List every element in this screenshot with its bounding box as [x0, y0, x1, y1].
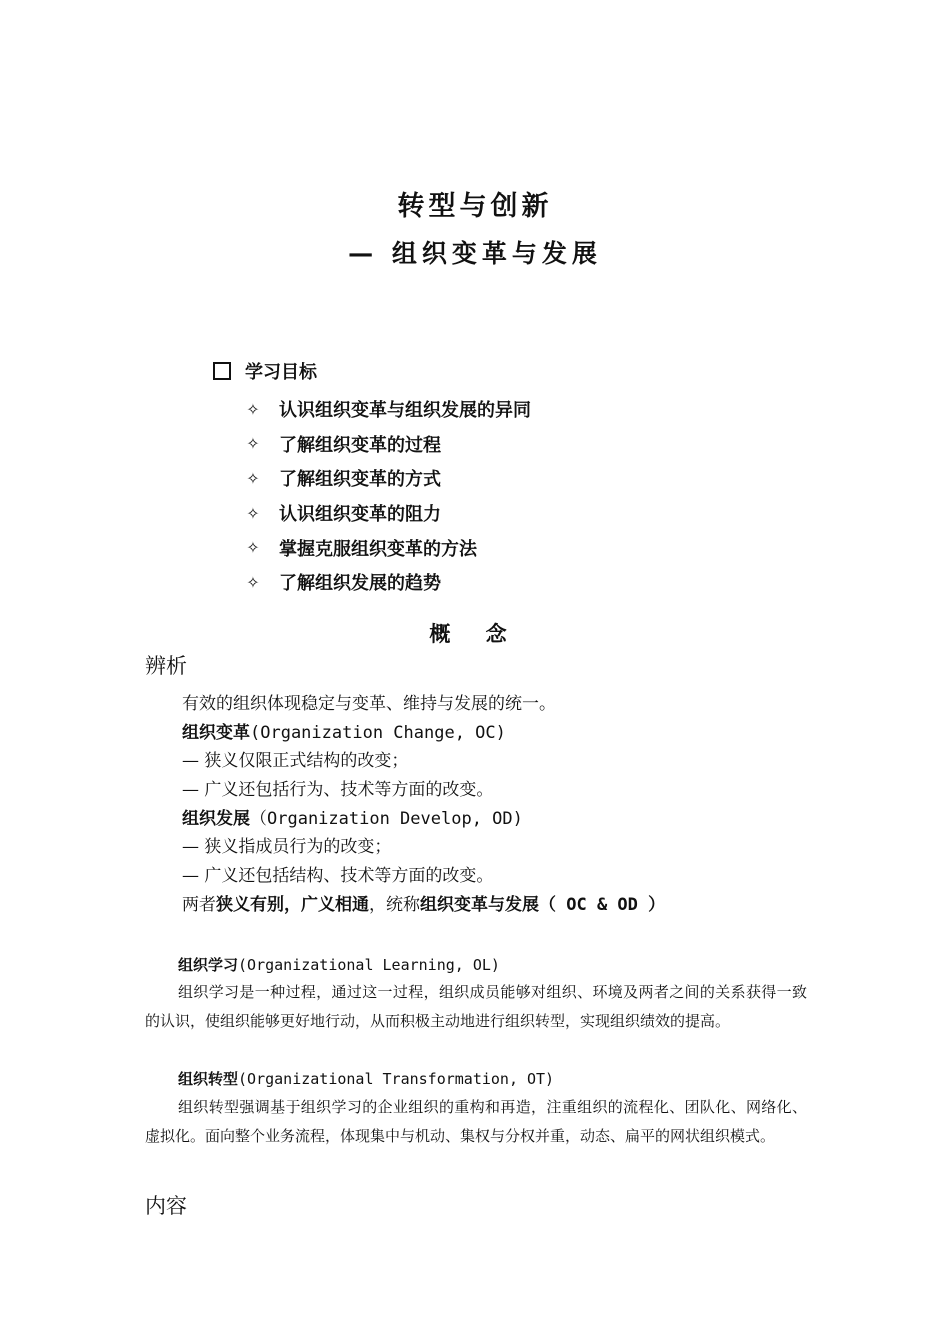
- summary-emphasis: 组织变革与发展: [420, 894, 539, 915]
- ol-english: (Organizational Learning, OL): [238, 956, 500, 974]
- ot-heading: [178, 1068, 554, 1089]
- ol-heading: [178, 954, 500, 975]
- od-english: （Organization Develop, OD): [250, 808, 523, 829]
- od-broad: — 广义还包括结构、技术等方面的改变。: [182, 866, 494, 887]
- ol-term: 组织学习: [178, 956, 239, 974]
- four-point-star-icon: ✧: [246, 468, 260, 488]
- learning-goals-heading: [213, 358, 317, 384]
- learning-goals-label: 学习目标: [245, 362, 317, 383]
- oc-broad: — 广义还包括行为、技术等方面的改变。: [182, 780, 494, 801]
- goal-text: 掌握克服组织变革的方法: [279, 538, 477, 560]
- analysis-intro: 有效的组织体现稳定与变革、维持与发展的统一。: [182, 694, 556, 714]
- goal-text: 了解组织变革的方式: [279, 469, 441, 491]
- summary-text: ，统称: [369, 894, 420, 915]
- goal-text: 了解组织发展的趋势: [279, 573, 441, 595]
- learning-goals-list: [243, 392, 531, 600]
- oc-term: 组织变革: [182, 722, 250, 743]
- goal-text: 认识组织变革与组织发展的异同: [279, 400, 531, 422]
- oc-english: (Organization Change, OC): [250, 722, 506, 743]
- list-item: [243, 461, 531, 496]
- ol-paragraph: 组织学习是一种过程，通过这一过程，组织成员能够对组织、环境及两者之间的关系获得一致的认识，使组织能够更好地行动，从而积极主动地进行组织转型，实现组织绩效的提高。: [145, 983, 807, 1030]
- list-item: [243, 392, 531, 427]
- analysis-section: [182, 690, 665, 920]
- analysis-summary: [182, 891, 665, 920]
- ot-term: 组织转型: [178, 1070, 239, 1088]
- analysis-heading: 辨析: [145, 654, 187, 678]
- four-point-star-icon: ✧: [246, 538, 260, 558]
- summary-emphasis: 狭义有别，广义相通: [216, 894, 369, 915]
- list-item: [243, 565, 531, 600]
- od-definition: [182, 805, 665, 834]
- list-item: [243, 530, 531, 565]
- four-point-star-icon: ✧: [246, 434, 260, 454]
- summary-text: 两者: [182, 894, 216, 915]
- list-item: [243, 496, 531, 531]
- content-heading: 内容: [145, 1194, 187, 1218]
- od-narrow: — 狭义指成员行为的改变；: [182, 837, 392, 858]
- concept-heading: 概 念: [429, 622, 521, 646]
- document-subtitle: — 组织变革与发展: [348, 239, 602, 268]
- oc-definition: [182, 719, 665, 748]
- four-point-star-icon: ✧: [246, 399, 260, 419]
- goal-text: 了解组织变革的过程: [279, 434, 441, 456]
- oc-narrow: — 狭义仅限正式结构的改变；: [182, 751, 409, 772]
- summary-abbrev: （ OC & OD ）: [539, 894, 666, 915]
- ot-english: (Organizational Transformation, OT): [238, 1070, 555, 1088]
- od-term: 组织发展: [182, 808, 250, 829]
- four-point-star-icon: ✧: [246, 572, 260, 592]
- goal-text: 认识组织变革的阻力: [279, 504, 441, 526]
- checkbox-icon: [213, 362, 231, 380]
- document-title: 转型与创新: [397, 191, 553, 222]
- list-item: [243, 427, 531, 462]
- four-point-star-icon: ✧: [246, 503, 260, 523]
- ot-paragraph: 组织转型强调基于组织学习的企业组织的重构和再造，注重组织的流程化、团队化、网络化、虚拟化。面向整个业务流程，体现集中与机动、集权与分权并重，动态、扁平的网状组织模式。: [145, 1098, 807, 1145]
